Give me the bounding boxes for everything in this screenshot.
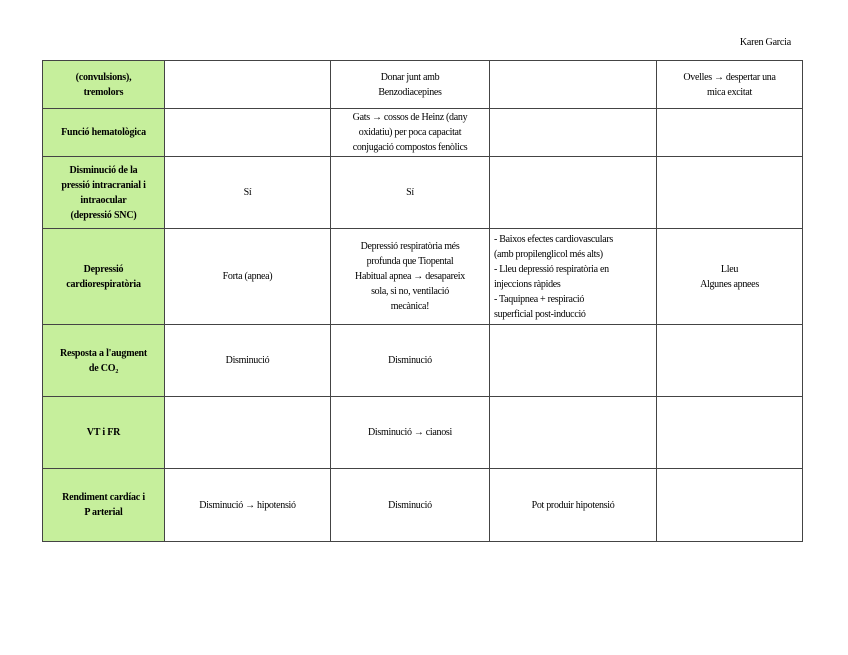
cell-line: pressió intracranial i	[61, 179, 146, 191]
cell-line: Pot produir hipotensió	[531, 499, 615, 511]
table-cell	[490, 397, 657, 469]
row-label	[43, 61, 165, 109]
cell-line: profunda que Tiopental	[366, 256, 454, 267]
cell-line: intraocular	[80, 194, 127, 206]
table-cell	[331, 61, 490, 109]
table-cell	[490, 157, 657, 229]
table-cell	[490, 109, 657, 157]
table-cell	[165, 109, 331, 157]
cell-line: Benzodiacepines	[378, 86, 442, 98]
table-cell	[165, 157, 331, 229]
cell-line: conjugació compostos fenòlics	[352, 142, 468, 153]
table-cell	[657, 61, 803, 109]
cell-line: Habitual apnea → desapareix	[355, 271, 465, 282]
table-row	[43, 397, 803, 469]
table-cell	[331, 109, 490, 157]
table-cell	[165, 469, 331, 542]
table-cell	[165, 229, 331, 325]
cell-line: Resposta a l'augment	[59, 347, 148, 359]
cell-line: - Lleu depressió respiratòria en	[494, 263, 609, 275]
cell-line: Disminució	[225, 355, 270, 366]
cell-line: superficial post-inducció	[494, 308, 586, 320]
cell-line: P arterial	[84, 507, 123, 518]
row-label	[43, 157, 165, 229]
table-cell	[165, 325, 331, 397]
cell-line: Funció hematològica	[61, 127, 146, 138]
table-row	[43, 229, 803, 325]
row-label	[43, 397, 165, 469]
cell-line: - Baixos efectes cardiovasculars	[494, 233, 613, 245]
table-cell	[490, 229, 657, 325]
cell-line: oxidatiu) per poca capacitat	[358, 127, 462, 138]
cell-line: Sí	[406, 187, 414, 198]
table-cell	[490, 469, 657, 542]
cell-line: - Taquipnea + respiració	[494, 293, 585, 305]
cell-line: (convulsions),	[75, 71, 132, 83]
cell-line: Ovelles → despertar una	[683, 71, 776, 83]
table-cell	[657, 229, 803, 325]
table-cell	[331, 397, 490, 469]
anesthetic-comparison-table	[42, 60, 803, 542]
cell-line: sola, si no, ventilació	[371, 286, 449, 297]
row-label	[43, 469, 165, 542]
row-label	[43, 325, 165, 397]
cell-line: mica excitat	[707, 86, 752, 98]
table-cell	[331, 157, 490, 229]
cell-line: injeccions ràpides	[494, 278, 561, 290]
table-cell	[165, 397, 331, 469]
cell-line: Forta (apnea)	[222, 271, 273, 282]
cell-line: (depressió SNC)	[70, 209, 137, 221]
cell-line: Depressió respiratòria més	[360, 241, 460, 252]
author-name: Karen Garcia	[739, 37, 791, 48]
cell-line: Disminució → hipotensió	[199, 499, 296, 511]
table-row	[43, 61, 803, 109]
table-cell	[331, 469, 490, 542]
table-cell	[331, 325, 490, 397]
cell-line: Gats → cossos de Heinz (dany	[352, 112, 468, 123]
cell-line: Disminució	[388, 499, 432, 511]
table-cell	[657, 397, 803, 469]
cell-line: Disminució de la	[69, 164, 138, 176]
cell-line: tremolors	[83, 86, 124, 98]
row-label	[43, 229, 165, 325]
cell-line: mecànica!	[390, 301, 430, 312]
cell-line: Rendiment cardíac i	[62, 492, 145, 503]
cell-line: Disminució	[388, 355, 432, 366]
cell-line: (amb propilenglicol més alts)	[494, 248, 603, 260]
cell-line: Disminució → cianosi	[368, 427, 452, 438]
row-label	[43, 109, 165, 157]
table-cell	[657, 325, 803, 397]
table-row	[43, 157, 803, 229]
cell-line: de CO₂	[88, 362, 119, 374]
cell-line: Algunes apnees	[700, 278, 759, 290]
cell-line: Lleu	[720, 263, 739, 275]
cell-line: cardiorespiratòria	[66, 278, 141, 290]
cell-line: Sí	[243, 187, 252, 198]
table-cell	[490, 325, 657, 397]
table-cell	[490, 61, 657, 109]
table-body	[43, 61, 803, 542]
table-row	[43, 469, 803, 542]
table-cell	[331, 229, 490, 325]
cell-line: Depressió	[83, 263, 124, 275]
table-row	[43, 109, 803, 157]
cell-line: Donar junt amb	[380, 71, 440, 83]
table-row	[43, 325, 803, 397]
table-cell	[165, 61, 331, 109]
table-cell	[657, 469, 803, 542]
table-cell	[657, 157, 803, 229]
cell-line: VT i FR	[86, 427, 121, 438]
table-cell	[657, 109, 803, 157]
